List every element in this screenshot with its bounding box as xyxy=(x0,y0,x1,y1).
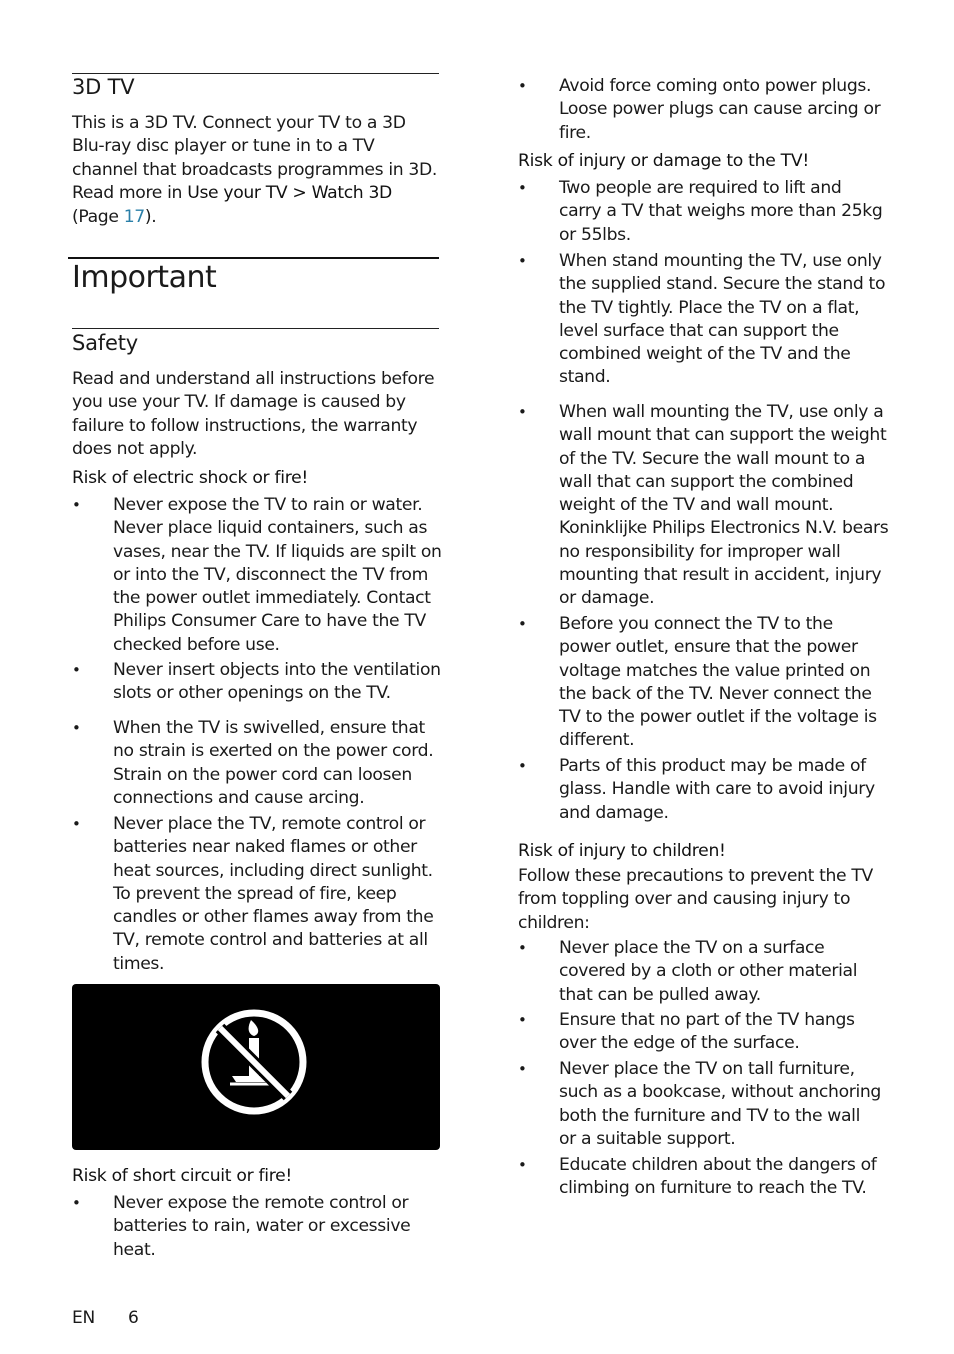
list-item-line: Koninklijke Philips Electronics N.V. bears xyxy=(559,518,889,539)
list-item-line: wall mount that can support the weight xyxy=(559,425,887,446)
list-item-line: Never place the TV, remote control or xyxy=(113,814,426,834)
list-item-line: TV to the power outlet if the voltage is xyxy=(559,707,877,728)
list-item-line: the TV tightly. Place the TV on a flat, xyxy=(559,297,860,318)
text-line: from toppling over and causing injury to xyxy=(518,889,851,910)
list-item xyxy=(72,494,442,657)
list-item-line: When the TV is swivelled, ensure that xyxy=(113,718,425,738)
list-item-line: the power outlet immediately. Contact xyxy=(113,588,431,609)
list-item xyxy=(518,613,877,753)
list-item-line: climbing on furniture to reach the TV. xyxy=(559,1178,867,1199)
list-item-line: To prevent the spread of fire, keep xyxy=(113,883,397,904)
list-item xyxy=(518,1154,877,1201)
list-item-line: batteries near naked flames or other xyxy=(113,837,417,858)
list-item-line: such as a bookcase, without anchoring xyxy=(559,1082,881,1103)
chapter-divider xyxy=(68,257,439,259)
bullet-icon: • xyxy=(72,719,81,737)
page-link[interactable]: 17 xyxy=(123,207,145,228)
heading-safety: Safety xyxy=(72,331,138,355)
list-item-line: or damage. xyxy=(559,588,655,609)
list-item-line: slots or other openings on the TV. xyxy=(113,683,391,704)
bullet-icon: • xyxy=(72,496,81,514)
list-item-line: or into the TV, disconnect the TV from xyxy=(113,564,428,585)
list-item-line: Never expose the remote control or xyxy=(113,1193,409,1213)
list-item-line: no responsibility for improper wall xyxy=(559,541,841,562)
list-item-line: Never place liquid containers, such as xyxy=(113,518,428,539)
list-item-line: When wall mounting the TV, use only a xyxy=(559,402,884,422)
bullet-icon: • xyxy=(518,1156,527,1174)
section-divider xyxy=(72,328,439,329)
bullet-icon: • xyxy=(518,403,527,421)
list-item-line: the supplied stand. Secure the stand to xyxy=(559,274,886,295)
text-line: Follow these precautions to prevent the TV xyxy=(518,866,873,886)
bullet-icon: • xyxy=(72,661,81,679)
list-item-line: no strain is exerted on the power cord. xyxy=(113,741,434,762)
list-item-line: connections and cause arcing. xyxy=(113,787,365,808)
heading-3d-tv: 3D TV xyxy=(72,75,135,99)
bullet-icon: • xyxy=(518,757,527,775)
list-item-line: candles or other flames away from the xyxy=(113,907,434,928)
list-item xyxy=(518,1009,855,1056)
text-line: channel that broadcasts programmes in 3D. xyxy=(72,159,438,180)
list-item xyxy=(72,813,434,976)
list-item-line: covered by a cloth or other material xyxy=(559,961,858,982)
3d-tv-body xyxy=(72,112,437,229)
children-intro xyxy=(518,865,873,935)
list-item xyxy=(72,659,441,706)
list-item-line: and damage. xyxy=(559,802,669,823)
list-item xyxy=(518,177,883,247)
list-item-line: heat sources, including direct sunlight. xyxy=(113,860,433,881)
list-item-line: fire. xyxy=(559,122,591,143)
list-item-line: times. xyxy=(113,953,165,974)
list-item-line: or a suitable support. xyxy=(559,1128,736,1149)
text-line: This is a 3D TV. Connect your TV to a 3D xyxy=(72,113,406,133)
list-item-line: the back of the TV. Never connect the xyxy=(559,683,872,704)
text-line xyxy=(72,182,437,205)
section-divider xyxy=(72,73,439,74)
list-item-line: voltage matches the value printed on xyxy=(559,660,871,681)
list-item-line: different. xyxy=(559,730,635,751)
list-item-line: glass. Handle with care to avoid injury xyxy=(559,779,875,800)
bullet-icon: • xyxy=(518,1011,527,1029)
list-item-line: of the TV. Secure the wall mount to a xyxy=(559,448,866,469)
list-item-line: Never place the TV on a surface xyxy=(559,938,825,958)
list-item xyxy=(72,1192,411,1262)
list-item-line: both the furniture and TV to the wall xyxy=(559,1105,861,1126)
list-item xyxy=(518,1058,881,1151)
list-item-line: over the edge of the surface. xyxy=(559,1033,800,1054)
list-item-line: carry a TV that weighs more than 25kg xyxy=(559,201,883,222)
text-line: does not apply. xyxy=(72,438,198,459)
list-item-line: Parts of this product may be made of xyxy=(559,756,866,776)
list-item-line: TV, remote control and batteries at all xyxy=(113,930,428,951)
bullet-icon: • xyxy=(518,1060,527,1078)
list-item-line: level surface that can support the xyxy=(559,320,839,341)
list-item-line: combined weight of the TV and the xyxy=(559,344,851,365)
list-item xyxy=(518,75,881,145)
text-line: children: xyxy=(518,912,590,933)
list-item-line: stand. xyxy=(559,367,611,388)
heading-risk-children: Risk of injury to children! xyxy=(518,841,726,861)
list-item-line: weight of the TV and wall mount. xyxy=(559,495,834,516)
heading-important: Important xyxy=(72,260,217,295)
list-item-line: or 55lbs. xyxy=(559,224,631,245)
warning-image xyxy=(72,984,440,1150)
list-item-line: Loose power plugs can cause arcing or xyxy=(559,99,881,120)
no-candle-icon xyxy=(72,984,440,1150)
footer-language: EN xyxy=(72,1308,96,1328)
list-item-line: checked before use. xyxy=(113,634,280,655)
menu-path-reference: Use your TV > Watch 3D xyxy=(187,182,392,203)
list-item-line: Two people are required to lift and xyxy=(559,178,842,198)
text-fragment: Read more in xyxy=(72,182,188,203)
list-item-line: Educate children about the dangers of xyxy=(559,1155,877,1175)
list-item-line: When stand mounting the TV, use only xyxy=(559,251,882,271)
text-line xyxy=(72,206,437,229)
list-item xyxy=(72,717,434,810)
list-item-line: power outlet, ensure that the power xyxy=(559,637,858,658)
list-item-line: wall that can support the combined xyxy=(559,471,854,492)
text-line: failure to follow instructions, the warranty xyxy=(72,415,418,436)
bullet-icon: • xyxy=(518,179,527,197)
text-line: Blu-ray disc player or tune in to a TV xyxy=(72,136,375,157)
bullet-icon: • xyxy=(518,615,527,633)
safety-intro xyxy=(72,368,434,461)
list-item-line: batteries to rain, water or excessive xyxy=(113,1216,411,1237)
list-item xyxy=(518,401,889,611)
list-item-line: Strain on the power cord can loosen xyxy=(113,764,412,785)
heading-risk-short-circuit: Risk of short circuit or fire! xyxy=(72,1166,293,1186)
list-item-line: vases, near the TV. If liquids are spilt on xyxy=(113,541,442,562)
bullet-icon: • xyxy=(72,815,81,833)
list-item-line: Ensure that no part of the TV hangs xyxy=(559,1010,855,1030)
list-item-line: Never expose the TV to rain or water. xyxy=(113,495,423,515)
bullet-icon: • xyxy=(518,252,527,270)
text-line: you use your TV. If damage is caused by xyxy=(72,392,406,413)
footer-page-number: 6 xyxy=(128,1308,139,1328)
list-item xyxy=(518,250,886,390)
bullet-icon: • xyxy=(518,939,527,957)
bullet-icon: • xyxy=(518,77,527,95)
text-fragment: ). xyxy=(144,207,157,228)
list-item-line: mounting that result in accident, injury xyxy=(559,565,882,586)
list-item-line: Never place the TV on tall furniture, xyxy=(559,1059,855,1079)
list-item-line: Before you connect the TV to the xyxy=(559,614,833,634)
list-item xyxy=(518,755,875,825)
heading-risk-electric-shock: Risk of electric shock or fire! xyxy=(72,468,308,488)
heading-risk-damage: Risk of injury or damage to the TV! xyxy=(518,151,809,171)
text-line: Read and understand all instructions before xyxy=(72,369,435,389)
list-item xyxy=(518,937,858,1007)
list-item-line: Avoid force coming onto power plugs. xyxy=(559,76,872,96)
text-fragment: (Page xyxy=(72,207,124,228)
bullet-icon: • xyxy=(72,1194,81,1212)
list-item-line: Never insert objects into the ventilation xyxy=(113,660,441,680)
list-item-line: that can be pulled away. xyxy=(559,984,761,1005)
list-item-line: Philips Consumer Care to have the TV xyxy=(113,611,426,632)
list-item-line: heat. xyxy=(113,1239,156,1260)
